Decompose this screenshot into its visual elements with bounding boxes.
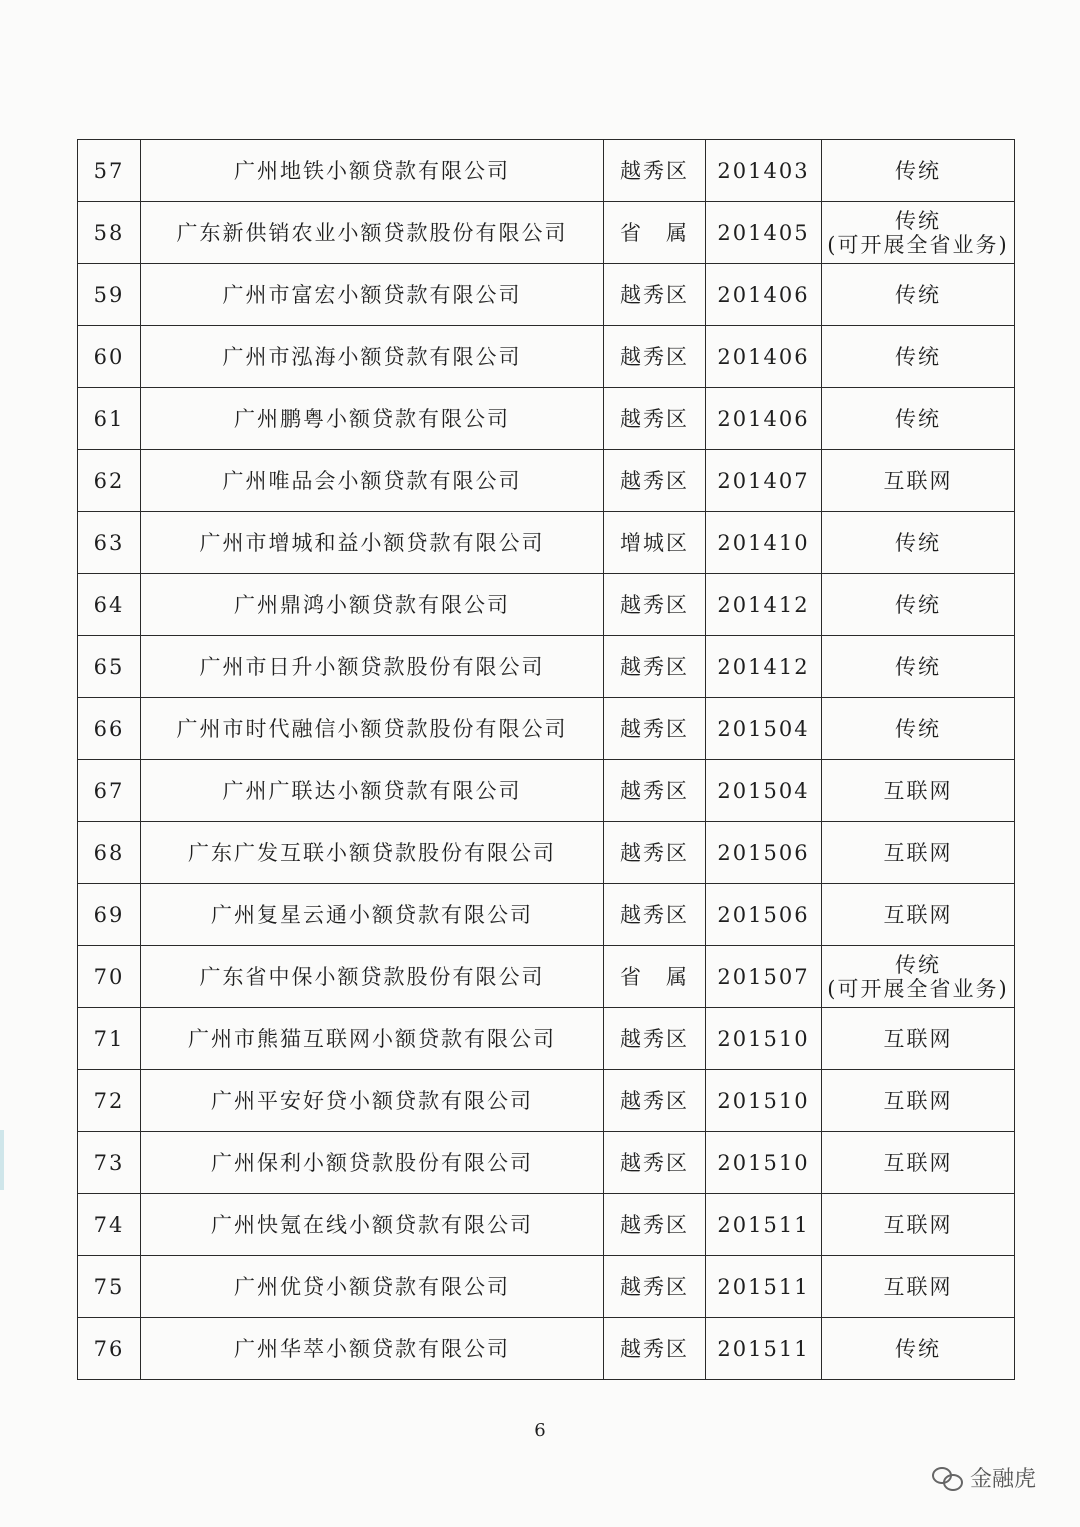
business-type-cell bbox=[822, 1132, 1015, 1194]
row-number-cell: 70 bbox=[78, 946, 141, 1008]
business-type-cell bbox=[822, 946, 1015, 1008]
business-type-label: 互联网 bbox=[883, 778, 953, 803]
table-row bbox=[78, 884, 1015, 946]
table-row bbox=[78, 1318, 1015, 1380]
business-type-cell bbox=[822, 140, 1015, 202]
watermark bbox=[932, 1462, 1036, 1493]
table-row bbox=[78, 1132, 1015, 1194]
row-number-cell: 71 bbox=[78, 1008, 141, 1070]
business-type-label: 互联网 bbox=[883, 1150, 953, 1175]
approval-date-cell: 201405 bbox=[706, 202, 822, 264]
row-number-cell: 74 bbox=[78, 1194, 141, 1256]
business-type-cell bbox=[822, 1070, 1015, 1132]
row-number-cell: 57 bbox=[78, 140, 141, 202]
company-name-cell: 广州复星云通小额贷款有限公司 bbox=[141, 884, 604, 946]
business-type-label: 传统 bbox=[895, 654, 941, 679]
approval-date-cell: 201510 bbox=[706, 1008, 822, 1070]
table-row bbox=[78, 512, 1015, 574]
approval-date-cell: 201511 bbox=[706, 1256, 822, 1318]
company-table-body bbox=[78, 140, 1015, 1380]
district-cell: 越秀区 bbox=[604, 264, 706, 326]
business-type-cell bbox=[822, 698, 1015, 760]
watermark-text: 金融虎 bbox=[970, 1467, 1037, 1492]
business-type-cell bbox=[822, 884, 1015, 946]
table-row bbox=[78, 636, 1015, 698]
district-cell: 越秀区 bbox=[604, 326, 706, 388]
business-type-cell bbox=[822, 202, 1015, 264]
table-row bbox=[78, 450, 1015, 512]
company-name-cell: 广州市富宏小额贷款有限公司 bbox=[141, 264, 604, 326]
business-type-cell bbox=[822, 1008, 1015, 1070]
table-row bbox=[78, 946, 1015, 1008]
approval-date-cell: 201406 bbox=[706, 264, 822, 326]
district-cell: 越秀区 bbox=[604, 574, 706, 636]
approval-date-cell: 201412 bbox=[706, 636, 822, 698]
table-row bbox=[78, 202, 1015, 264]
table-row bbox=[78, 822, 1015, 884]
company-table bbox=[77, 139, 1015, 1380]
table-row bbox=[78, 760, 1015, 822]
district-cell: 越秀区 bbox=[604, 1008, 706, 1070]
district-cell: 越秀区 bbox=[604, 140, 706, 202]
row-number-cell: 64 bbox=[78, 574, 141, 636]
company-name-cell: 广州快氪在线小额贷款有限公司 bbox=[141, 1194, 604, 1256]
company-name-cell: 广州广联达小额贷款有限公司 bbox=[141, 760, 604, 822]
row-number-cell: 62 bbox=[78, 450, 141, 512]
business-type-label: 传统 bbox=[895, 158, 941, 183]
business-scope-note: (可开展全省业务) bbox=[827, 232, 1009, 257]
page-number: 6 bbox=[534, 1420, 546, 1441]
row-number-cell: 73 bbox=[78, 1132, 141, 1194]
business-type-cell bbox=[822, 636, 1015, 698]
row-number-cell: 60 bbox=[78, 326, 141, 388]
approval-date-cell: 201407 bbox=[706, 450, 822, 512]
business-type-cell bbox=[822, 512, 1015, 574]
business-type-label: 互联网 bbox=[883, 840, 953, 865]
district-cell: 越秀区 bbox=[604, 636, 706, 698]
approval-date-cell: 201510 bbox=[706, 1070, 822, 1132]
district-cell: 越秀区 bbox=[604, 1318, 706, 1380]
table-row bbox=[78, 1008, 1015, 1070]
company-name-cell: 广州鹏粤小额贷款有限公司 bbox=[141, 388, 604, 450]
row-number-cell: 65 bbox=[78, 636, 141, 698]
company-name-cell: 广州地铁小额贷款有限公司 bbox=[141, 140, 604, 202]
business-type-cell bbox=[822, 1194, 1015, 1256]
company-name-cell: 广州市日升小额贷款股份有限公司 bbox=[141, 636, 604, 698]
district-cell: 越秀区 bbox=[604, 1070, 706, 1132]
approval-date-cell: 201406 bbox=[706, 388, 822, 450]
approval-date-cell: 201511 bbox=[706, 1194, 822, 1256]
approval-date-cell: 201506 bbox=[706, 884, 822, 946]
company-name-cell: 广州市泓海小额贷款有限公司 bbox=[141, 326, 604, 388]
district-cell: 越秀区 bbox=[604, 698, 706, 760]
business-type-cell bbox=[822, 326, 1015, 388]
table-row bbox=[78, 264, 1015, 326]
company-name-cell: 广州华萃小额贷款有限公司 bbox=[141, 1318, 604, 1380]
business-type-label: 互联网 bbox=[883, 1212, 953, 1237]
company-name-cell: 广州优贷小额贷款有限公司 bbox=[141, 1256, 604, 1318]
approval-date-cell: 201504 bbox=[706, 698, 822, 760]
district-cell: 越秀区 bbox=[604, 1256, 706, 1318]
business-type-label: 传统 bbox=[895, 592, 941, 617]
district-cell: 越秀区 bbox=[604, 1132, 706, 1194]
company-name-cell: 广东广发互联小额贷款股份有限公司 bbox=[141, 822, 604, 884]
row-number-cell: 58 bbox=[78, 202, 141, 264]
row-number-cell: 68 bbox=[78, 822, 141, 884]
table-row bbox=[78, 1070, 1015, 1132]
row-number-cell: 61 bbox=[78, 388, 141, 450]
business-type-cell bbox=[822, 574, 1015, 636]
row-number-cell: 72 bbox=[78, 1070, 141, 1132]
approval-date-cell: 201511 bbox=[706, 1318, 822, 1380]
business-type-label: 传统 bbox=[895, 952, 941, 977]
company-name-cell: 广州唯品会小额贷款有限公司 bbox=[141, 450, 604, 512]
company-name-cell: 广州市时代融信小额贷款股份有限公司 bbox=[141, 698, 604, 760]
approval-date-cell: 201510 bbox=[706, 1132, 822, 1194]
table-row bbox=[78, 1194, 1015, 1256]
business-type-label: 传统 bbox=[895, 716, 941, 741]
business-type-label: 互联网 bbox=[883, 468, 953, 493]
district-cell: 增城区 bbox=[604, 512, 706, 574]
row-number-cell: 66 bbox=[78, 698, 141, 760]
company-name-cell: 广东新供销农业小额贷款股份有限公司 bbox=[141, 202, 604, 264]
business-type-cell bbox=[822, 822, 1015, 884]
business-type-cell bbox=[822, 388, 1015, 450]
table-row bbox=[78, 388, 1015, 450]
business-type-label: 互联网 bbox=[883, 902, 953, 927]
table-row bbox=[78, 698, 1015, 760]
business-type-label: 传统 bbox=[895, 1336, 941, 1361]
business-type-cell bbox=[822, 1318, 1015, 1380]
company-name-cell: 广州平安好贷小额贷款有限公司 bbox=[141, 1070, 604, 1132]
row-number-cell: 67 bbox=[78, 760, 141, 822]
company-name-cell: 广州市熊猫互联网小额贷款有限公司 bbox=[141, 1008, 604, 1070]
business-type-cell bbox=[822, 1256, 1015, 1318]
approval-date-cell: 201507 bbox=[706, 946, 822, 1008]
business-type-label: 传统 bbox=[895, 344, 941, 369]
approval-date-cell: 201504 bbox=[706, 760, 822, 822]
district-cell: 省 属 bbox=[604, 202, 706, 264]
table-row bbox=[78, 326, 1015, 388]
table-row bbox=[78, 574, 1015, 636]
business-type-cell bbox=[822, 264, 1015, 326]
business-type-label: 传统 bbox=[895, 406, 941, 431]
row-number-cell: 75 bbox=[78, 1256, 141, 1318]
approval-date-cell: 201406 bbox=[706, 326, 822, 388]
district-cell: 越秀区 bbox=[604, 388, 706, 450]
row-number-cell: 76 bbox=[78, 1318, 141, 1380]
district-cell: 越秀区 bbox=[604, 884, 706, 946]
business-type-label: 互联网 bbox=[883, 1026, 953, 1051]
row-number-cell: 69 bbox=[78, 884, 141, 946]
company-name-cell: 广州鼎鸿小额贷款有限公司 bbox=[141, 574, 604, 636]
scan-edge-mark bbox=[0, 1130, 4, 1190]
district-cell: 越秀区 bbox=[604, 822, 706, 884]
business-type-label: 传统 bbox=[895, 282, 941, 307]
district-cell: 越秀区 bbox=[604, 760, 706, 822]
company-name-cell: 广东省中保小额贷款股份有限公司 bbox=[141, 946, 604, 1008]
business-type-label: 传统 bbox=[895, 530, 941, 555]
approval-date-cell: 201412 bbox=[706, 574, 822, 636]
table-row bbox=[78, 140, 1015, 202]
table-row bbox=[78, 1256, 1015, 1318]
business-type-label: 互联网 bbox=[883, 1274, 953, 1299]
business-type-label: 互联网 bbox=[883, 1088, 953, 1113]
row-number-cell: 63 bbox=[78, 512, 141, 574]
approval-date-cell: 201410 bbox=[706, 512, 822, 574]
approval-date-cell: 201403 bbox=[706, 140, 822, 202]
business-scope-note: (可开展全省业务) bbox=[827, 976, 1009, 1001]
approval-date-cell: 201506 bbox=[706, 822, 822, 884]
district-cell: 越秀区 bbox=[604, 450, 706, 512]
business-type-label: 传统 bbox=[895, 208, 941, 233]
company-name-cell: 广州市增城和益小额贷款有限公司 bbox=[141, 512, 604, 574]
company-name-cell: 广州保利小额贷款股份有限公司 bbox=[141, 1132, 604, 1194]
business-type-cell bbox=[822, 450, 1015, 512]
wechat-icon bbox=[932, 1465, 962, 1491]
district-cell: 省 属 bbox=[604, 946, 706, 1008]
district-cell: 越秀区 bbox=[604, 1194, 706, 1256]
business-type-cell bbox=[822, 760, 1015, 822]
row-number-cell: 59 bbox=[78, 264, 141, 326]
